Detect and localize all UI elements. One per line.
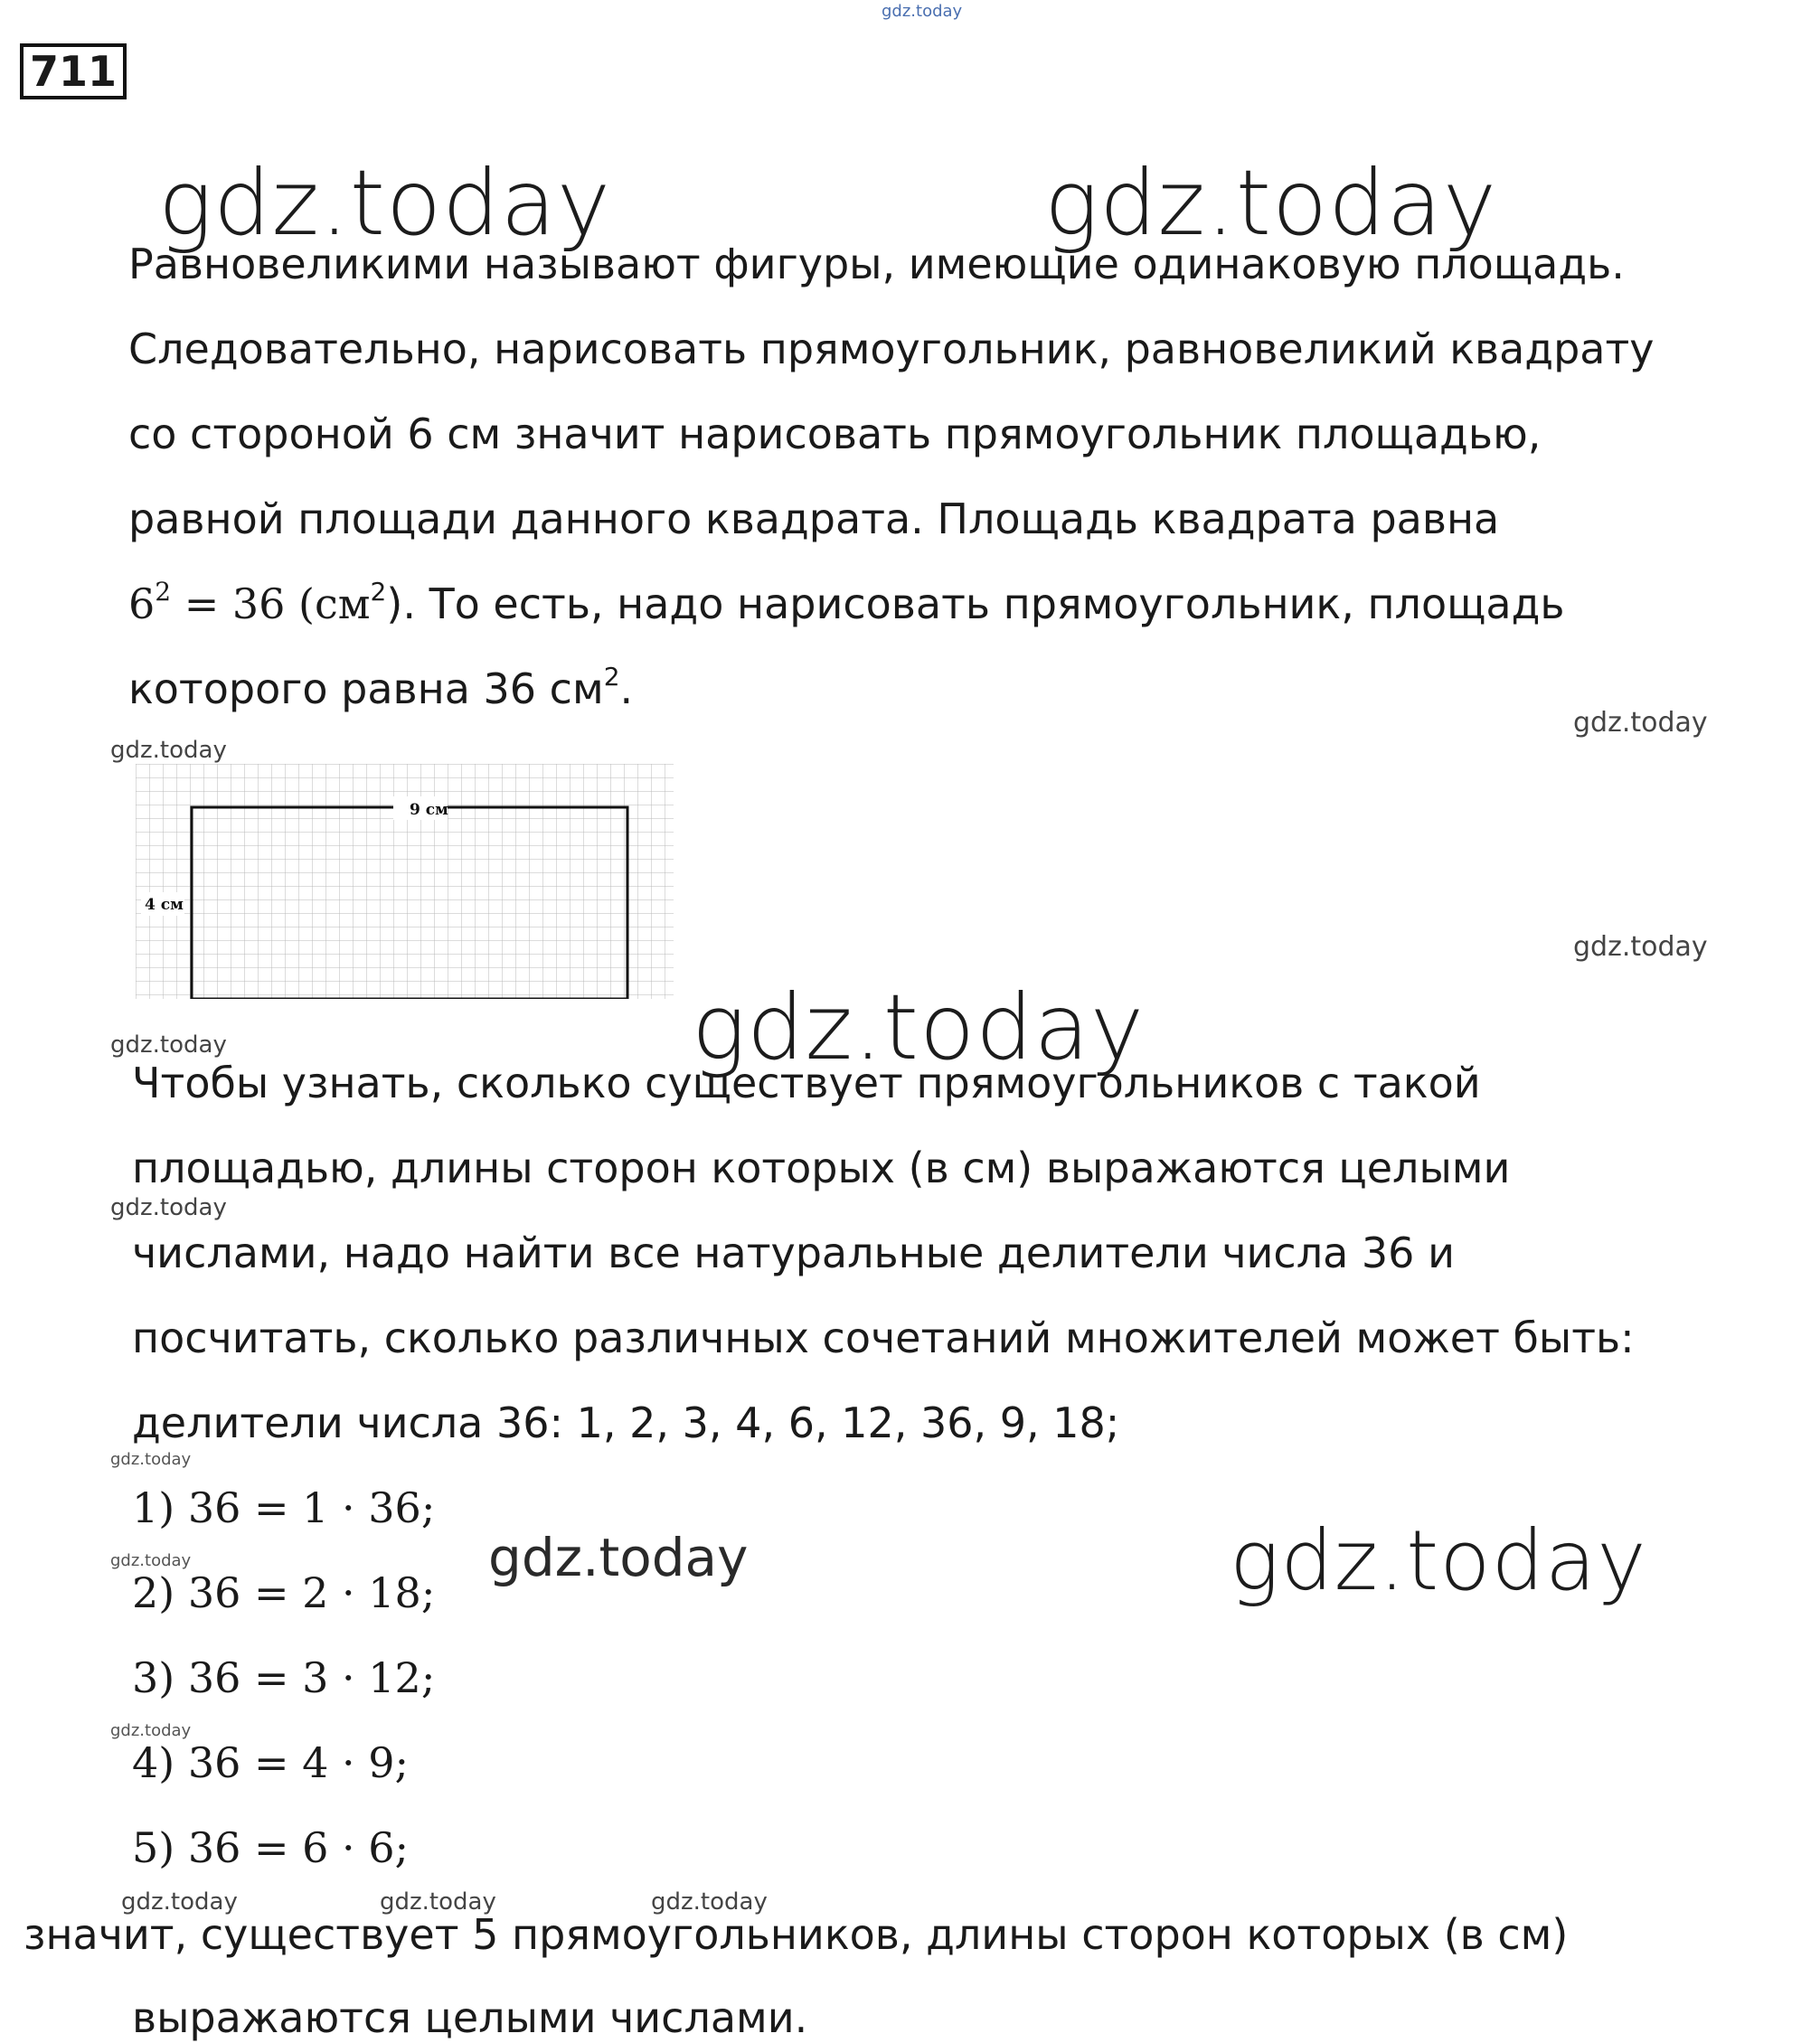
text-line: числами, надо найти все натуральные делители числа 36 и — [132, 1229, 1455, 1277]
height-label: 4 см — [145, 896, 184, 914]
watermark-small: gdz.today — [1573, 931, 1708, 963]
text-line: Следовательно, нарисовать прямоугольник, равновеликий квадрату — [128, 325, 1655, 373]
list-item: 5) 36 = 6 · 6; — [132, 1823, 410, 1872]
text-line: посчитать, сколько различных сочетаний множителей может быть: — [132, 1313, 1635, 1362]
list-item: 2) 36 = 2 · 18; — [132, 1568, 436, 1617]
conclusion-line: выражаются целыми числами. — [132, 1993, 808, 2042]
last-line-exp: 2 — [603, 661, 620, 692]
text-line: равной площади данного квадрата. Площадь квадрата равна — [128, 494, 1500, 543]
last-line — [128, 661, 634, 714]
text-line: Чтобы узнать, сколько существует прямоугольников с такой — [132, 1059, 1481, 1107]
conclusion-line: значит, существует 5 прямоугольников, длины сторон которых (в см) — [24, 1910, 1569, 1959]
formula-exp: 2 — [155, 576, 172, 607]
watermark-medium: gdz.today — [488, 1527, 749, 1588]
watermark-small: gdz.today — [110, 737, 227, 764]
last-line-end: . — [619, 664, 634, 713]
watermark-small: gdz.today — [1573, 707, 1708, 739]
last-line-text: которого равна 36 см — [128, 664, 604, 713]
watermark-large-2: gdz.today — [1044, 150, 1498, 256]
width-label: 9 см — [410, 801, 448, 819]
formula-base: 6 — [128, 579, 156, 628]
watermark-large-4: gdz.today — [1230, 1512, 1647, 1609]
text-line: делители числа 36: 1, 2, 3, 4, 6, 12, 36, 9, 18; — [132, 1398, 1120, 1447]
list-item: 1) 36 = 1 · 36; — [132, 1483, 436, 1532]
watermark-small: gdz.today — [121, 1888, 238, 1916]
list-item: 3) 36 = 3 · 12; — [132, 1653, 436, 1702]
watermark-top: gdz.today — [882, 2, 963, 21]
watermark-large-1: gdz.today — [158, 150, 612, 256]
watermark-large-3: gdz.today — [692, 974, 1146, 1080]
formula-eq: = 36 (см — [171, 579, 371, 628]
list-item: 4) 36 = 4 · 9; — [132, 1738, 410, 1787]
problem-number: 711 — [20, 43, 127, 99]
watermark-tiny: gdz.today — [110, 1721, 192, 1740]
watermark-tiny: gdz.today — [110, 1450, 192, 1469]
formula-exp2: 2 — [370, 576, 387, 607]
formula-line — [128, 576, 1565, 629]
rectangle-figure — [136, 764, 674, 999]
text-line: со стороной 6 см значит нарисовать прямоугольник площадью, — [128, 410, 1542, 458]
watermark-small: gdz.today — [380, 1888, 496, 1916]
watermark-tiny: gdz.today — [110, 1551, 192, 1570]
watermark-small: gdz.today — [110, 1194, 227, 1221]
text-line: площадью, длины сторон которых (в см) выражаются целыми — [132, 1144, 1511, 1192]
watermark-small: gdz.today — [651, 1888, 768, 1916]
watermark-small: gdz.today — [110, 1031, 227, 1059]
formula-rest: ). То есть, надо нарисовать прямоугольник, площадь — [386, 579, 1565, 628]
text-line: Равновеликими называют фигуры, имеющие одинаковую площадь. — [128, 240, 1625, 288]
